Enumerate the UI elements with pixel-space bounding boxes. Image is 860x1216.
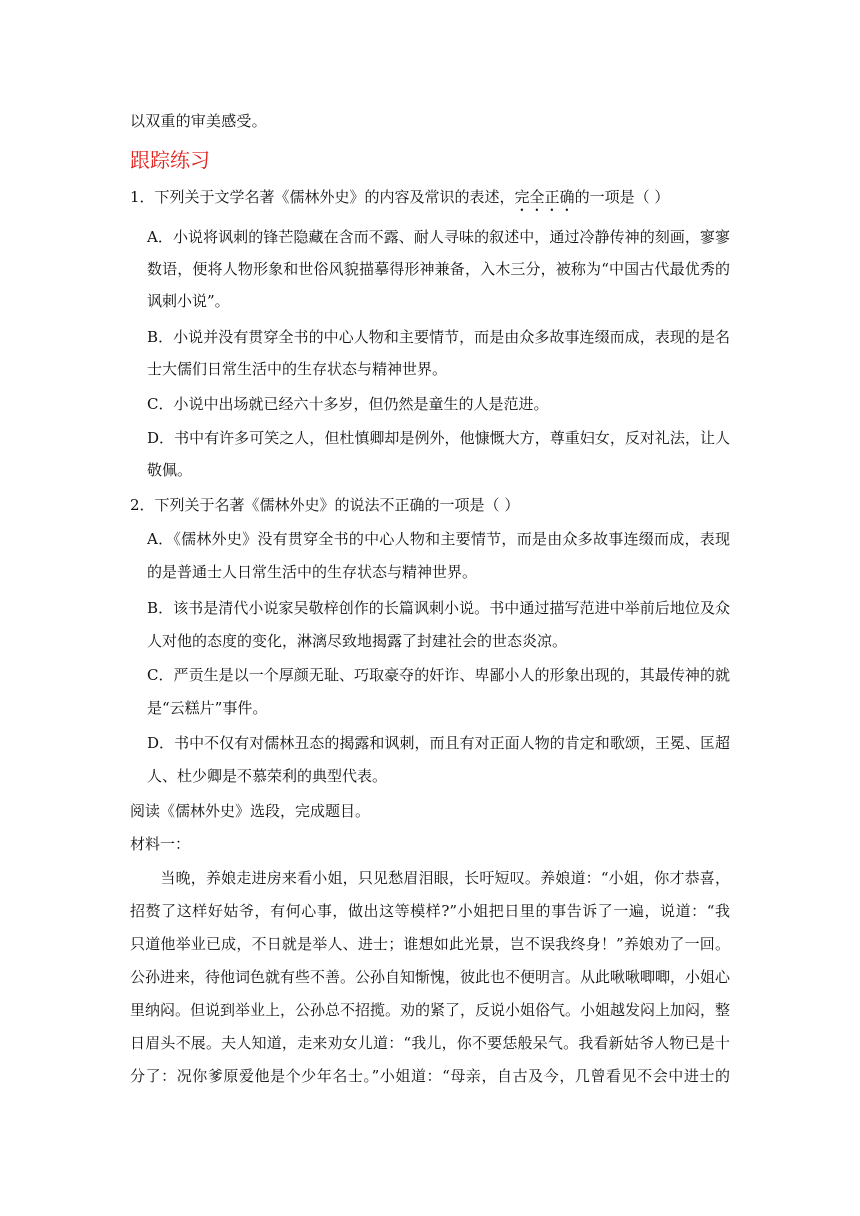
q2-option-d-line1: D．书中不仅有对儒林丑态的揭露和讽刺，而且有对正面人物的肯定和歌颂，王冕、匡超	[147, 734, 730, 752]
reading-intro: 阅读《儒林外史》选段，完成题目。	[130, 802, 371, 820]
material-line-7: 分了：况你爹原爱他是个少年名士。”小姐道：“母亲，自古及今，几曾看见不会中进士的	[130, 1067, 730, 1085]
q1-stem-emphasis: 完全正确	[514, 188, 575, 206]
q1-stem	[130, 186, 669, 215]
q1-option-d-line2: 敬佩。	[147, 461, 193, 479]
q2-option-b-line1: B．该书是清代小说家吴敬梓创作的长篇讽刺小说。书中通过描写范进中举前后地位及众	[147, 599, 730, 617]
material-line-6: 日眉头不展。夫人知道，走来劝女儿道：“我儿，你不要恁般呆气。我看新姑爷人物已是十	[130, 1034, 730, 1052]
q1-option-a-line2: 数语，便将人物形象和世俗风貌描摹得形神兼备，入木三分，被称为“中国古代最优秀的	[147, 260, 730, 278]
material-label: 材料一：	[130, 835, 191, 853]
q1-option-a-line3: 讽刺小说”。	[147, 292, 230, 310]
q1-stem-after: 的一项是（ ）	[574, 188, 670, 206]
q1-option-b-line1: B．小说并没有贯穿全书的中心人物和主要情节，而是由众多故事连缀而成，表现的是名	[147, 328, 730, 346]
q1-option-b-line2: 士大儒们日常生活中的生存状态与精神世界。	[147, 360, 448, 378]
q2-option-c-line2: 是“云糕片”事件。	[147, 699, 268, 717]
q2-option-a-line1: A．《儒林外史》没有贯穿全书的中心人物和主要情节，而是由众多故事连缀而成，表现	[147, 530, 730, 548]
section-title: 跟踪练习	[130, 148, 210, 172]
material-line-2: 招赘了这样好姑爷，有何心事，做出这等模样?”小姐把日里的事告诉了一遍，说道：“我	[130, 902, 730, 920]
intro-tail: 以双重的审美感受。	[130, 112, 267, 130]
q2-option-c-line1: C．严贡生是以一个厚颜无耻、巧取豪夺的奸诈、卑鄙小人的形象出现的，其最传神的就	[147, 666, 730, 684]
q2-stem: 2．下列关于名著《儒林外史》的说法不正确的一项是（ ）	[130, 496, 520, 514]
q2-option-a-line2: 的是普通士人日常生活中的生存状态与精神世界。	[147, 563, 478, 581]
q1-option-d-line1: D．书中有许多可笑之人，但杜慎卿却是例外，他慷慨大方，尊重妇女，反对礼法，让人	[147, 429, 730, 447]
q1-option-a-line1: A．小说将讽刺的锋芒隐藏在含而不露、耐人寻味的叙述中，通过冷静传神的刻画，寥寥	[147, 228, 730, 246]
q2-option-b-line2: 人对他的态度的变化，淋漓尽致地揭露了封建社会的世态炎凉。	[147, 632, 568, 650]
q1-option-c: C．小说中出场就已经六十多岁，但仍然是童生的人是范进。	[147, 395, 549, 413]
material-line-5: 里纳闷。但说到举业上，公孙总不招揽。劝的紧了，反说小姐俗气。小姐越发闷上加闷，整	[130, 1001, 731, 1019]
material-line-3: 只道他举业已成，不日就是举人、进士；谁想如此光景，岂不误我终身！”养娘劝了一回。	[130, 935, 730, 953]
q1-stem-before: 1．下列关于文学名著《儒林外史》的内容及常识的表述，	[130, 188, 515, 206]
material-line-4: 公孙进来，待他词色就有些不善。公孙自知惭愧，彼此也不便明言。从此啾啾唧唧，小姐心	[130, 968, 731, 986]
q2-option-d-line2: 人、杜少卿是不慕荣利的典型代表。	[147, 767, 388, 785]
material-line-1: 当晚，养娘走进房来看小姐，只见愁眉泪眼，长吁短叹。养娘道：“小姐，你才恭喜，	[130, 869, 730, 887]
